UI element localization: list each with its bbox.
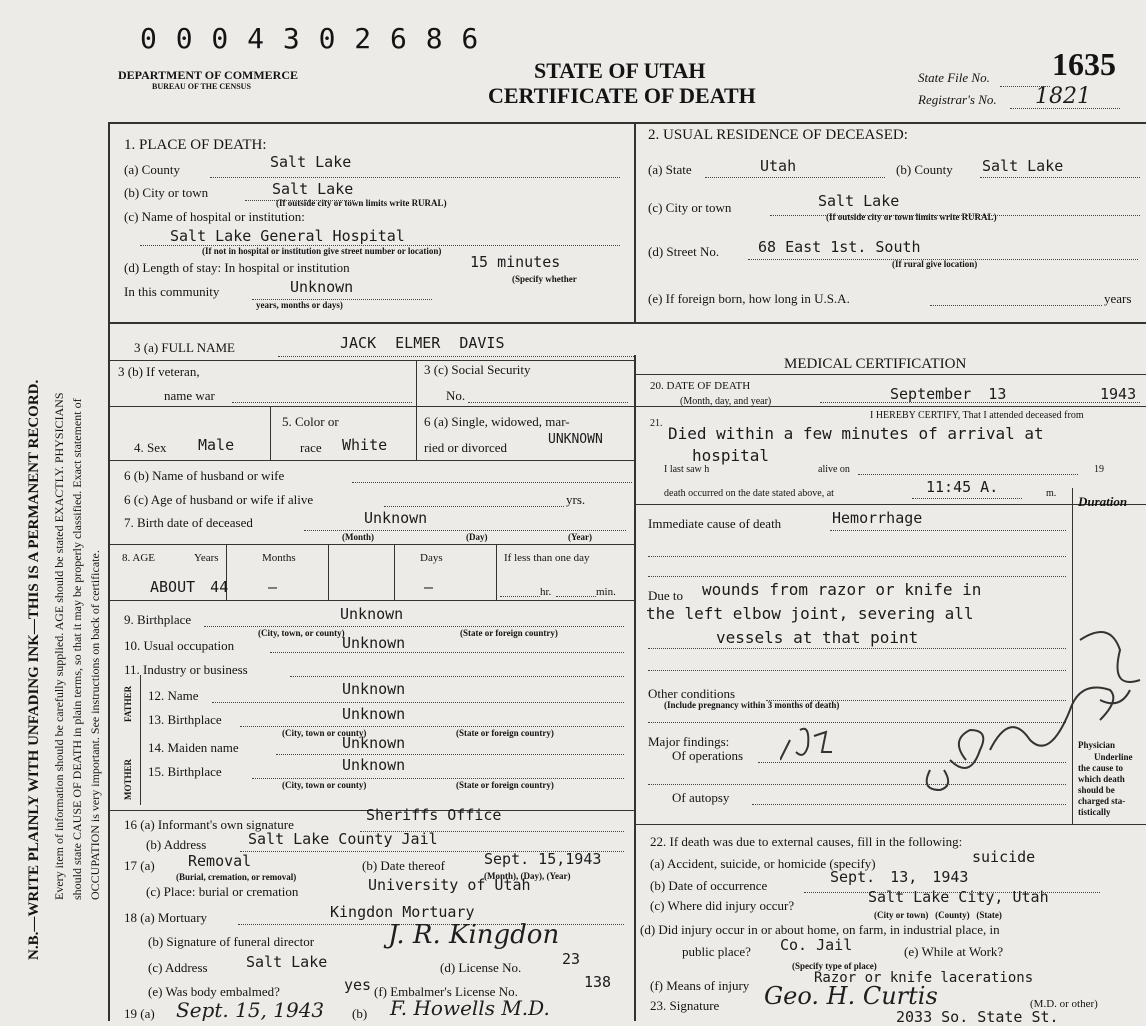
father-bp-value: Unknown bbox=[342, 705, 406, 723]
cert-line-1: Died within a few minutes of arrival at bbox=[668, 424, 1044, 443]
occupation-value: Unknown bbox=[342, 634, 406, 652]
age-hr-label: hr. bbox=[540, 586, 552, 598]
s1-stay-label: (d) Length of stay: In hospital or institution bbox=[124, 260, 350, 275]
age-months-dash: — bbox=[268, 578, 278, 596]
public-label: public place? bbox=[682, 944, 751, 959]
due-to-label: Due to bbox=[648, 588, 684, 603]
father-label: FATHER bbox=[123, 685, 133, 722]
accident-label: (a) Accident, suicide, or homicide (specify) bbox=[650, 856, 876, 871]
s2-city-value: Salt Lake bbox=[818, 192, 900, 210]
charged-label: charged sta- bbox=[1078, 796, 1126, 806]
s2-county-value: Salt Lake bbox=[982, 157, 1064, 175]
s1-stay-note: (Specify whether bbox=[512, 274, 577, 284]
physician-address: 2033 So. State St. bbox=[896, 1008, 1059, 1026]
mother-label: MOTHER bbox=[123, 758, 133, 800]
s1-stay-value: 15 minutes bbox=[470, 253, 561, 271]
informant-address-label: (b) Address bbox=[146, 837, 207, 852]
embalmed-value: yes bbox=[344, 976, 372, 994]
occurrence-date-value: Sept. 13, 1943 bbox=[830, 868, 969, 886]
mother-bp-value: Unknown bbox=[342, 756, 406, 774]
physician-signature: Geo. H. Curtis bbox=[764, 982, 938, 1010]
age-value: ABOUT 44 bbox=[150, 578, 229, 596]
tistically-label: tistically bbox=[1078, 807, 1111, 817]
s2-state-label: (a) State bbox=[648, 162, 692, 177]
medical-title: MEDICAL CERTIFICATION bbox=[784, 356, 967, 372]
informant-value: Sheriffs Office bbox=[366, 806, 502, 824]
major-findings-label: Major findings: bbox=[648, 734, 730, 749]
serial-number: 0 0 0 4 3 0 2 6 8 6 bbox=[140, 22, 480, 55]
home-label: (d) Did injury occur in or about home, on farm, in industrial place, in bbox=[640, 922, 1000, 937]
father-bp-label: 13. Birthplace bbox=[148, 712, 222, 727]
r19-date: Sept. 15, 1943 bbox=[176, 998, 325, 1022]
race-value: White bbox=[342, 436, 388, 454]
dod-label: 20. DATE OF DEATH bbox=[650, 380, 751, 392]
nineteen-label: 19 bbox=[1094, 464, 1104, 475]
physician-label: Physician bbox=[1078, 740, 1116, 750]
license-label: (d) License No. bbox=[440, 960, 522, 975]
s1-community-label: In this community bbox=[124, 284, 220, 299]
fbp-sfc-note: (State or foreign country) bbox=[456, 728, 554, 738]
s2-city-label: (c) City or town bbox=[648, 200, 732, 215]
burial-note: (Burial, cremation, or removal) bbox=[176, 872, 297, 882]
spouse-age-unit: yrs. bbox=[566, 492, 586, 507]
cert-line-2: hospital bbox=[692, 446, 770, 465]
age-months-label: Months bbox=[262, 552, 296, 564]
item-21-label: 21. bbox=[650, 418, 663, 429]
name-value: JACK ELMER DAVIS bbox=[340, 334, 505, 352]
s2-state-value: Utah bbox=[760, 157, 797, 175]
s1-hospital-value: Salt Lake General Hospital bbox=[170, 227, 405, 245]
scribble-164 bbox=[780, 729, 832, 760]
signature-label: 23. Signature bbox=[650, 998, 720, 1013]
marital-label-2: ried or divorced bbox=[424, 440, 508, 455]
dod-note: (Month, day, and year) bbox=[680, 396, 772, 407]
s1-city-note: (If outside city or town limits write RURAL) bbox=[276, 198, 447, 208]
bureau-label: BUREAU OF THE CENSUS bbox=[152, 82, 251, 91]
dod-year: 1943 bbox=[1100, 385, 1137, 403]
operations-label: Of operations bbox=[672, 748, 744, 763]
mother-maiden-value: Unknown bbox=[342, 734, 406, 752]
other-conditions-note: (Include pregnancy within 3 months of death) bbox=[664, 700, 840, 710]
birth-month-note: (Month) bbox=[342, 532, 374, 542]
means-value: Razor or knife lacerations bbox=[814, 970, 1034, 986]
due-to-line-1: wounds from razor or knife in bbox=[702, 580, 982, 599]
s2-street-value: 68 East 1st. South bbox=[758, 238, 921, 256]
s1-title: 1. PLACE OF DEATH: bbox=[124, 137, 267, 153]
marital-value: UNKNOWN bbox=[548, 432, 603, 447]
s1-city-value: Salt Lake bbox=[272, 180, 354, 198]
state-file-label: State File No. bbox=[918, 70, 990, 85]
age-days-dash: — bbox=[424, 578, 434, 596]
veteran-label: 3 (b) If veteran, bbox=[118, 364, 200, 379]
handwritten-annotations bbox=[780, 600, 1146, 830]
other-conditions-label: Other conditions bbox=[648, 686, 736, 701]
burial-value: Removal bbox=[188, 852, 252, 870]
informant-label: 16 (a) Informant's own signature bbox=[124, 817, 294, 832]
mother-maiden-label: 14. Maiden name bbox=[148, 740, 239, 755]
funeral-address-value: Salt Lake bbox=[246, 953, 328, 971]
time-m-label: m. bbox=[1046, 488, 1057, 499]
age-lt-day-label: If less than one day bbox=[504, 552, 590, 564]
birth-day-note: (Day) bbox=[466, 532, 488, 542]
ss-no-label: No. bbox=[446, 388, 466, 403]
margin-instruction-3: should state CAUSE OF DEATH in plain terms, so that it may be properly classified. Exact statement of bbox=[70, 398, 84, 900]
where-note: (City or town) (County) (State) bbox=[874, 910, 1002, 920]
bp-sfc-note: (State or foreign country) bbox=[460, 628, 558, 638]
immediate-cause-value: Hemorrhage bbox=[832, 509, 923, 527]
place-type-note: (Specify type of place) bbox=[792, 961, 877, 971]
embalmed-label: (e) Was body embalmed? bbox=[148, 984, 280, 999]
birth-date-value: Unknown bbox=[364, 509, 428, 527]
due-to-line-2: the left elbow joint, severing all bbox=[646, 604, 974, 623]
s2-foreign-label: (e) If foreign born, how long in U.S.A. bbox=[648, 291, 850, 306]
industry-label: 11. Industry or business bbox=[124, 662, 248, 677]
color-label: 5. Color or bbox=[282, 414, 339, 429]
should-be-label: should be bbox=[1078, 785, 1115, 795]
due-to-line-3: vessels at that point bbox=[716, 628, 919, 647]
age-label: 8. AGE bbox=[122, 552, 155, 564]
marital-label-1: 6 (a) Single, widowed, mar- bbox=[424, 414, 570, 429]
age-days-label: Days bbox=[420, 552, 443, 564]
s1-hospital-label: (c) Name of hospital or institution: bbox=[124, 209, 305, 224]
scribble-margin bbox=[1080, 632, 1140, 703]
name-label: 3 (a) FULL NAME bbox=[134, 340, 235, 355]
alive-on-label: alive on bbox=[818, 464, 850, 475]
where-label: (c) Where did injury occur? bbox=[650, 898, 795, 913]
r19-label: 19 (a) bbox=[124, 1006, 155, 1021]
father-name-label: 12. Name bbox=[148, 688, 199, 703]
sex-label: 4. Sex bbox=[134, 440, 167, 455]
which-death-label: which death bbox=[1078, 774, 1125, 784]
age-years-label: Years bbox=[194, 552, 219, 564]
registrar-number: 1821 bbox=[1035, 84, 1091, 109]
margin-instruction-1: N.B.—WRITE PLAINLY WITH UNFADING INK—THIS IS A PERMANENT RECORD. bbox=[26, 379, 42, 960]
s2-foreign-unit: years bbox=[1104, 291, 1132, 306]
burial-place-value: University of Utah bbox=[368, 876, 531, 894]
s1-hospital-note: (If not in hospital or institution give street number or location) bbox=[202, 246, 442, 256]
death-time: 11:45 A. bbox=[926, 478, 999, 496]
work-label: (e) While at Work? bbox=[904, 944, 1004, 959]
s1-city-label: (b) City or town bbox=[124, 185, 209, 200]
mother-bp-label: 15. Birthplace bbox=[148, 764, 222, 779]
r19-signature: F. Howells M.D. bbox=[390, 996, 550, 1020]
embalmer-license-label: (f) Embalmer's License No. bbox=[374, 984, 518, 999]
means-label: (f) Means of injury bbox=[650, 978, 750, 993]
scribble-ok bbox=[927, 730, 984, 790]
accident-value: suicide bbox=[972, 848, 1036, 866]
sex-value: Male bbox=[198, 436, 235, 454]
birthplace-value: Unknown bbox=[340, 605, 404, 623]
veteran-name-label: name war bbox=[164, 388, 215, 403]
mbp-ctc-note: (City, town or county) bbox=[282, 780, 367, 790]
s2-street-note: (If rural give location) bbox=[892, 259, 978, 269]
birthplace-label: 9. Birthplace bbox=[124, 612, 192, 627]
age-min-label: min. bbox=[596, 586, 616, 598]
mortuary-value: Kingdon Mortuary bbox=[330, 903, 475, 921]
s2-city-note: (If outside city or town limits write RURAL) bbox=[826, 212, 997, 222]
dod-value: September 13 bbox=[890, 385, 1007, 403]
public-value: Co. Jail bbox=[780, 936, 853, 954]
funeral-director-label: (b) Signature of funeral director bbox=[148, 934, 315, 949]
registrar-label: Registrar's No. bbox=[918, 92, 997, 107]
margin-instruction-2: Every item of information should be carefully supplied. AGE should be stated EXACTLY. PHYSICIANS bbox=[52, 392, 66, 900]
birth-year-note: (Year) bbox=[568, 532, 592, 542]
ss-label: 3 (c) Social Security bbox=[424, 362, 531, 377]
spouse-name-label: 6 (b) Name of husband or wife bbox=[124, 468, 285, 483]
embalmer-license-value: 138 bbox=[584, 973, 612, 991]
burial-label: 17 (a) bbox=[124, 858, 155, 873]
certify-text: I HEREBY CERTIFY, That I attended deceased from bbox=[870, 410, 1084, 421]
mbp-sfc-note: (State or foreign country) bbox=[456, 780, 554, 790]
md-note: (M.D. or other) bbox=[1030, 998, 1098, 1010]
s2-street-label: (d) Street No. bbox=[648, 244, 720, 259]
funeral-director-signature: J. R. Kingdon bbox=[388, 920, 560, 950]
funeral-address-label: (c) Address bbox=[148, 960, 208, 975]
r19-b-label: (b) bbox=[352, 1006, 368, 1021]
s2-county-label: (b) County bbox=[896, 162, 953, 177]
occurrence-date-label: (b) Date of occurrence bbox=[650, 878, 768, 893]
informant-address-value: Salt Lake County Jail bbox=[248, 830, 438, 848]
birth-date-label: 7. Birth date of deceased bbox=[124, 515, 253, 530]
immediate-cause-label: Immediate cause of death bbox=[648, 516, 782, 531]
state-title: STATE OF UTAH bbox=[534, 58, 706, 83]
mortuary-label: 18 (a) Mortuary bbox=[124, 910, 208, 925]
scribble-loops bbox=[990, 688, 1116, 751]
burial-date-value: Sept. 15,1943 bbox=[484, 850, 602, 868]
burial-date-label: (b) Date thereof bbox=[362, 858, 446, 873]
dept-label: DEPARTMENT OF COMMERCE bbox=[118, 68, 299, 82]
last-saw-label: I last saw h bbox=[664, 464, 710, 475]
burial-place-label: (c) Place: burial or cremation bbox=[146, 884, 299, 899]
external-title: 22. If death was due to external causes, fill in the following: bbox=[650, 834, 963, 849]
autopsy-label: Of autopsy bbox=[672, 790, 730, 805]
s1-county-label: (a) County bbox=[124, 162, 180, 177]
occupation-label: 10. Usual occupation bbox=[124, 638, 235, 653]
state-file-number: 1635 bbox=[1052, 46, 1116, 82]
fbp-ctc-note: (City, town or county) bbox=[282, 728, 367, 738]
race-label: race bbox=[300, 440, 322, 455]
certificate-title: CERTIFICATE OF DEATH bbox=[488, 83, 756, 108]
s1-community-value: Unknown bbox=[290, 278, 354, 296]
s1-county-value: Salt Lake bbox=[270, 153, 352, 171]
duration-label: Duration bbox=[1078, 494, 1128, 509]
bp-ctc-note: (City, town, or county) bbox=[258, 628, 345, 638]
s1-community-note: years, months or days) bbox=[256, 300, 343, 310]
father-name-value: Unknown bbox=[342, 680, 406, 698]
where-value: Salt Lake City, Utah bbox=[868, 888, 1049, 906]
margin-instruction-4: OCCUPATION is very important. See instructions on back of certificate. bbox=[88, 550, 102, 900]
license-value: 23 bbox=[562, 950, 581, 968]
burial-date-note: (Month), (Day), (Year) bbox=[484, 871, 571, 881]
spouse-age-label: 6 (c) Age of husband or wife if alive bbox=[124, 492, 314, 507]
s2-title: 2. USUAL RESIDENCE OF DECEASED: bbox=[648, 127, 908, 143]
death-occurred-label: death occurred on the date stated above, at bbox=[664, 488, 834, 499]
the-cause-label: the cause to bbox=[1078, 763, 1123, 773]
underline-label: Underline bbox=[1094, 752, 1133, 762]
